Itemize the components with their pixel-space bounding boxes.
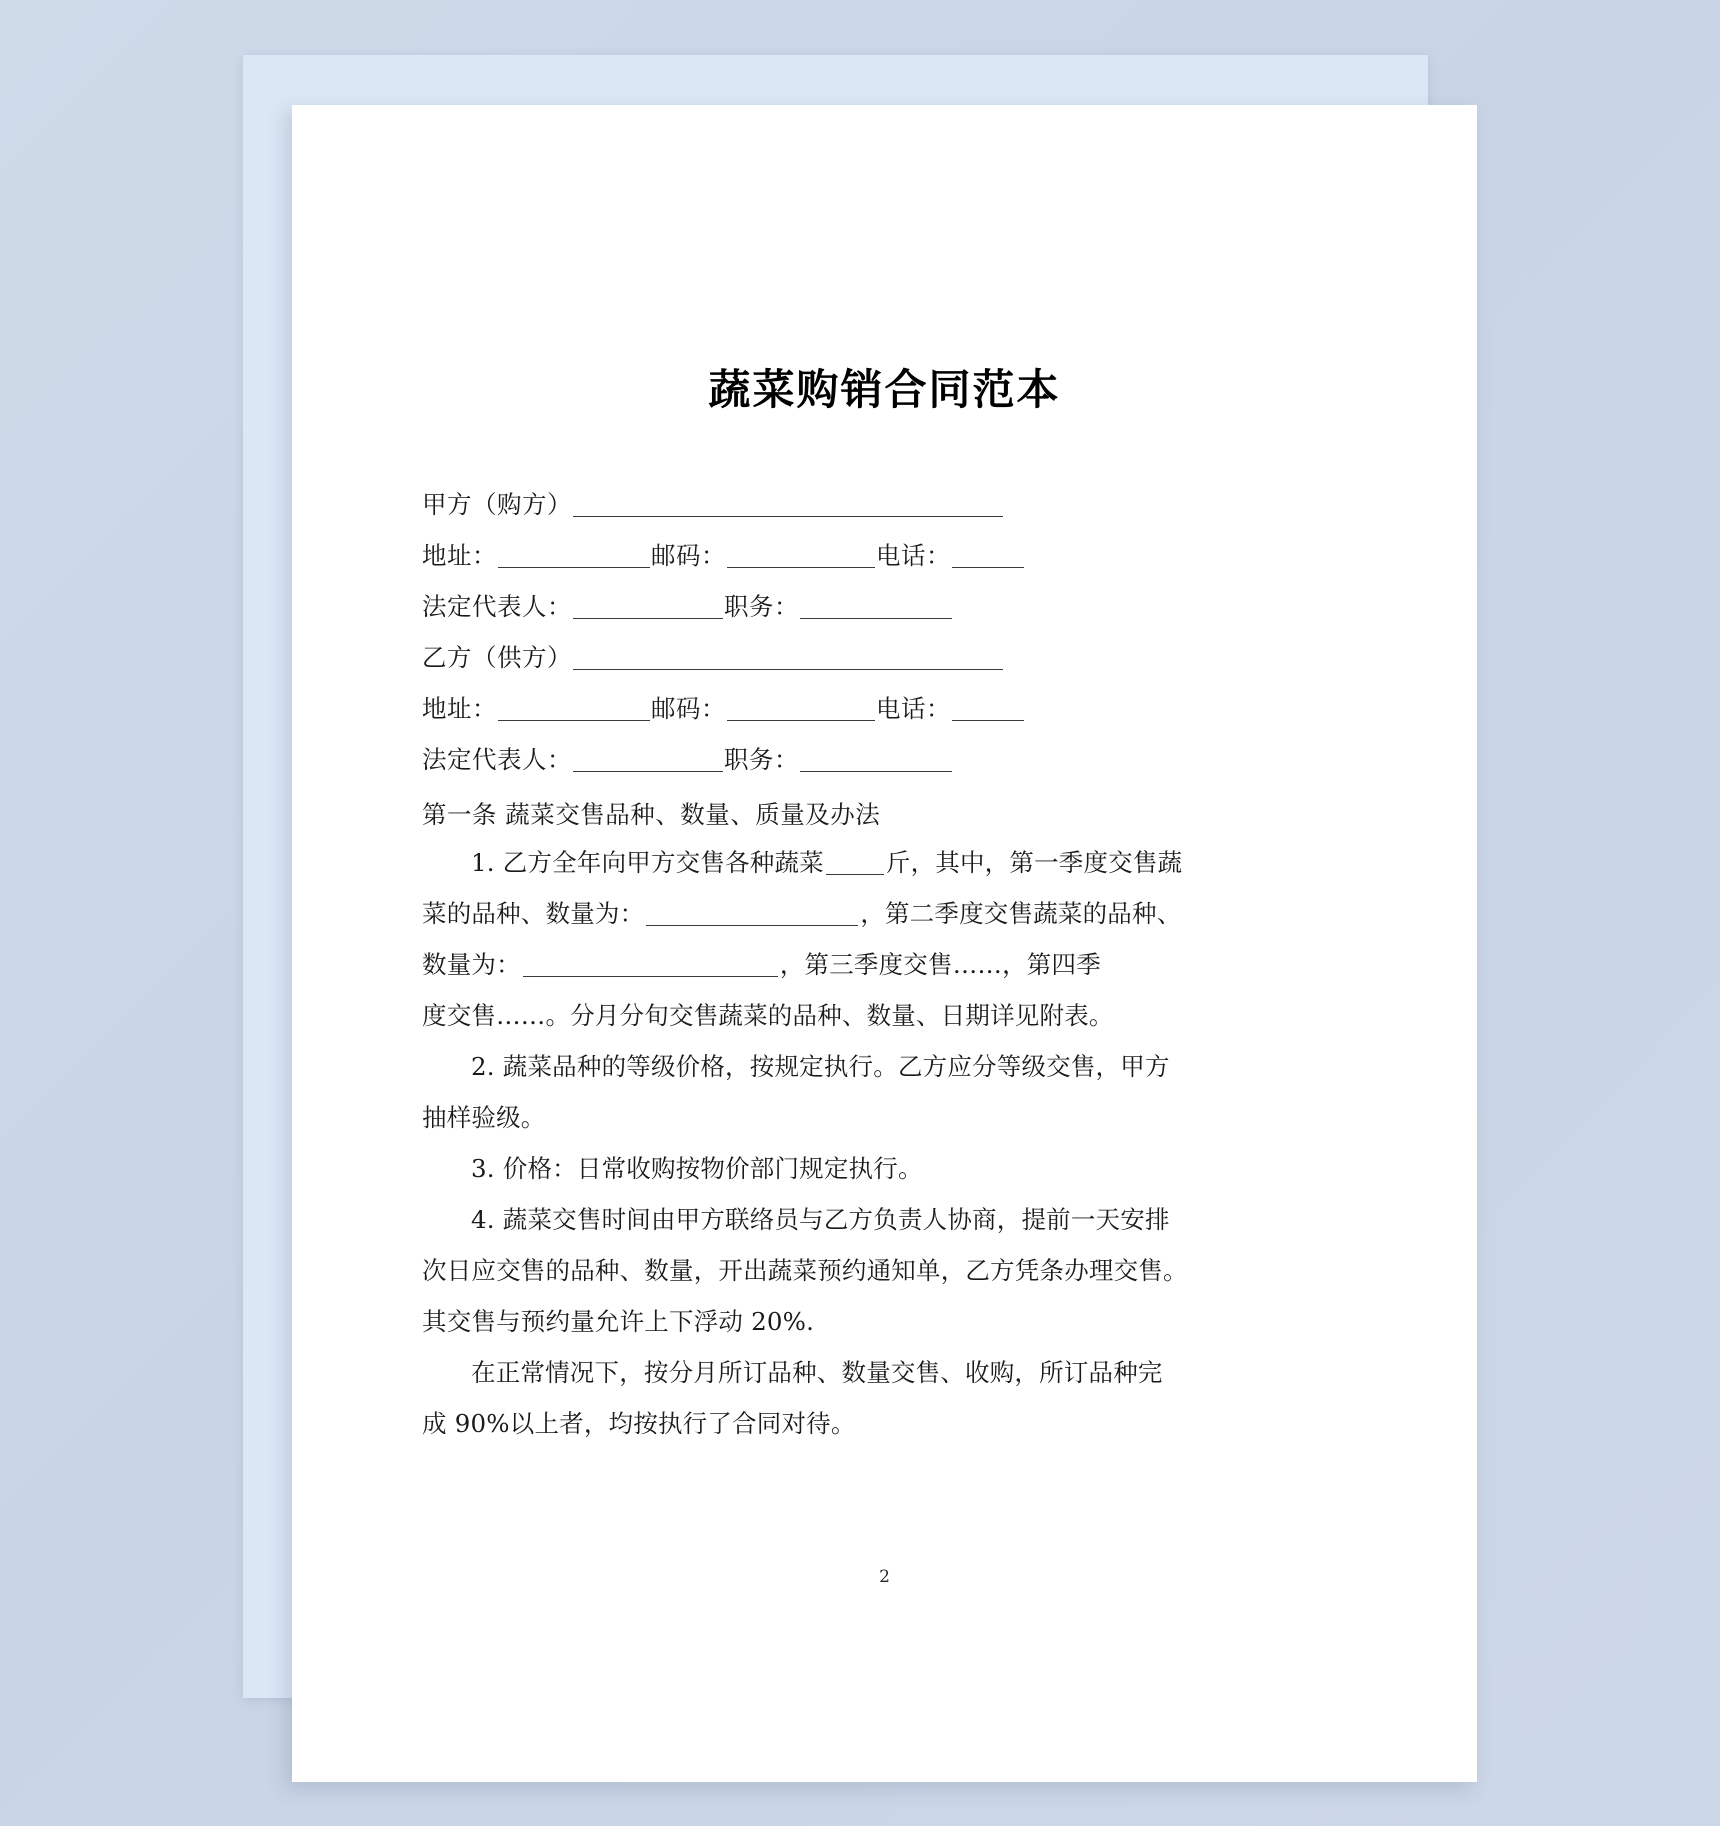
- party-b-name-label: 乙方（供方）: [422, 642, 572, 672]
- closing-paragraph-line-2: 成 90%以上者，均按执行了合同对待。: [422, 1409, 856, 1439]
- party-b-position-blank[interactable]: [800, 747, 952, 772]
- clause-item-4-line-1: 4. 蔬菜交售时间由甲方联络员与乙方负责人协商，提前一天安排: [471, 1205, 1170, 1235]
- clause-item-1-text-f: ，第三季度交售……，第四季: [779, 950, 1101, 980]
- page-title: 蔬菜购销合同范本: [708, 365, 1061, 414]
- clause-item-1: [422, 838, 1347, 1042]
- party-a-legalrep-blank[interactable]: [573, 594, 723, 619]
- clause-item-3-line-1: 3. 价格：日常收购按物价部门规定执行。: [471, 1154, 923, 1184]
- party-b-name-blank[interactable]: [573, 645, 1003, 670]
- clause-one-heading: 第一条 蔬菜交售品种、数量、质量及办法: [422, 799, 881, 829]
- party-b-legalrep-row: [422, 727, 1347, 778]
- party-b-address-blank[interactable]: [498, 696, 650, 721]
- party-a-name-label: 甲方（购方）: [422, 489, 572, 519]
- clause-item-1-text-c: 菜的品种、数量为：: [422, 899, 645, 929]
- closing-paragraph: [422, 1348, 1347, 1450]
- clause-item-1-text-g: 度交售……。分月分旬交售蔬菜的品种、数量、日期详见附表。: [422, 1001, 1114, 1031]
- document-body: [422, 472, 1347, 1450]
- party-b-address-label: 地址：: [422, 693, 497, 723]
- party-a-name-row: [422, 472, 1347, 523]
- page-content: [292, 105, 1477, 1782]
- document-page: [292, 105, 1477, 1782]
- clause-item-1-text-a: 1. 乙方全年向甲方交售各种蔬菜: [471, 848, 824, 878]
- party-a-phone-label: 电话：: [876, 540, 951, 570]
- q1-variety-quantity-blank[interactable]: [646, 903, 858, 926]
- clause-item-2-line-1: 2. 蔬菜品种的等级价格，按规定执行。乙方应分等级交售，甲方: [471, 1052, 1170, 1082]
- party-b-legalrep-label: 法定代表人：: [422, 744, 572, 774]
- clause-item-1-text-e: 数量为：: [422, 950, 521, 980]
- party-b-legalrep-blank[interactable]: [573, 747, 723, 772]
- party-a-legalrep-row: [422, 574, 1347, 625]
- party-a-legalrep-label: 法定代表人：: [422, 591, 572, 621]
- party-a-postcode-label: 邮码：: [651, 540, 726, 570]
- party-a-address-blank[interactable]: [498, 543, 650, 568]
- clause-item-1-text-d: ，第二季度交售蔬菜的品种、: [860, 899, 1182, 929]
- clause-item-1-line-1: [422, 838, 1347, 889]
- clause-item-4: [422, 1195, 1347, 1348]
- clause-item-1-text-b: 斤，其中，第一季度交售蔬: [885, 848, 1183, 878]
- quantity-blank[interactable]: [826, 852, 884, 875]
- clause-item-2: [422, 1042, 1347, 1144]
- party-b-phone-blank[interactable]: [952, 696, 1024, 721]
- party-b-postcode-blank[interactable]: [727, 696, 875, 721]
- clause-item-2-line-2: 抽样验级。: [422, 1103, 546, 1133]
- party-a-position-label: 职务：: [724, 591, 799, 621]
- party-a-name-blank[interactable]: [573, 492, 1003, 517]
- party-a-phone-blank[interactable]: [952, 543, 1024, 568]
- clause-item-4-line-2: 次日应交售的品种、数量，开出蔬菜预约通知单，乙方凭条办理交售。: [422, 1256, 1188, 1286]
- party-a-position-blank[interactable]: [800, 594, 952, 619]
- clause-item-4-line-3: 其交售与预约量允许上下浮动 20%.: [422, 1307, 815, 1337]
- party-a-address-row: [422, 523, 1347, 574]
- q2-variety-quantity-blank[interactable]: [523, 954, 778, 977]
- closing-paragraph-line-1: 在正常情况下，按分月所订品种、数量交售、收购，所订品种完: [471, 1358, 1163, 1388]
- party-b-position-label: 职务：: [724, 744, 799, 774]
- party-b-postcode-label: 邮码：: [651, 693, 726, 723]
- clause-item-1-line-4: [422, 991, 1347, 1042]
- party-b-address-row: [422, 676, 1347, 727]
- party-a-postcode-blank[interactable]: [727, 543, 875, 568]
- party-b-phone-label: 电话：: [876, 693, 951, 723]
- party-a-address-label: 地址：: [422, 540, 497, 570]
- party-b-name-row: [422, 625, 1347, 676]
- clause-item-1-line-3: [422, 940, 1347, 991]
- page-number: 2: [879, 1567, 890, 1587]
- clause-item-1-line-2: [422, 889, 1347, 940]
- clause-item-3: [422, 1144, 1347, 1195]
